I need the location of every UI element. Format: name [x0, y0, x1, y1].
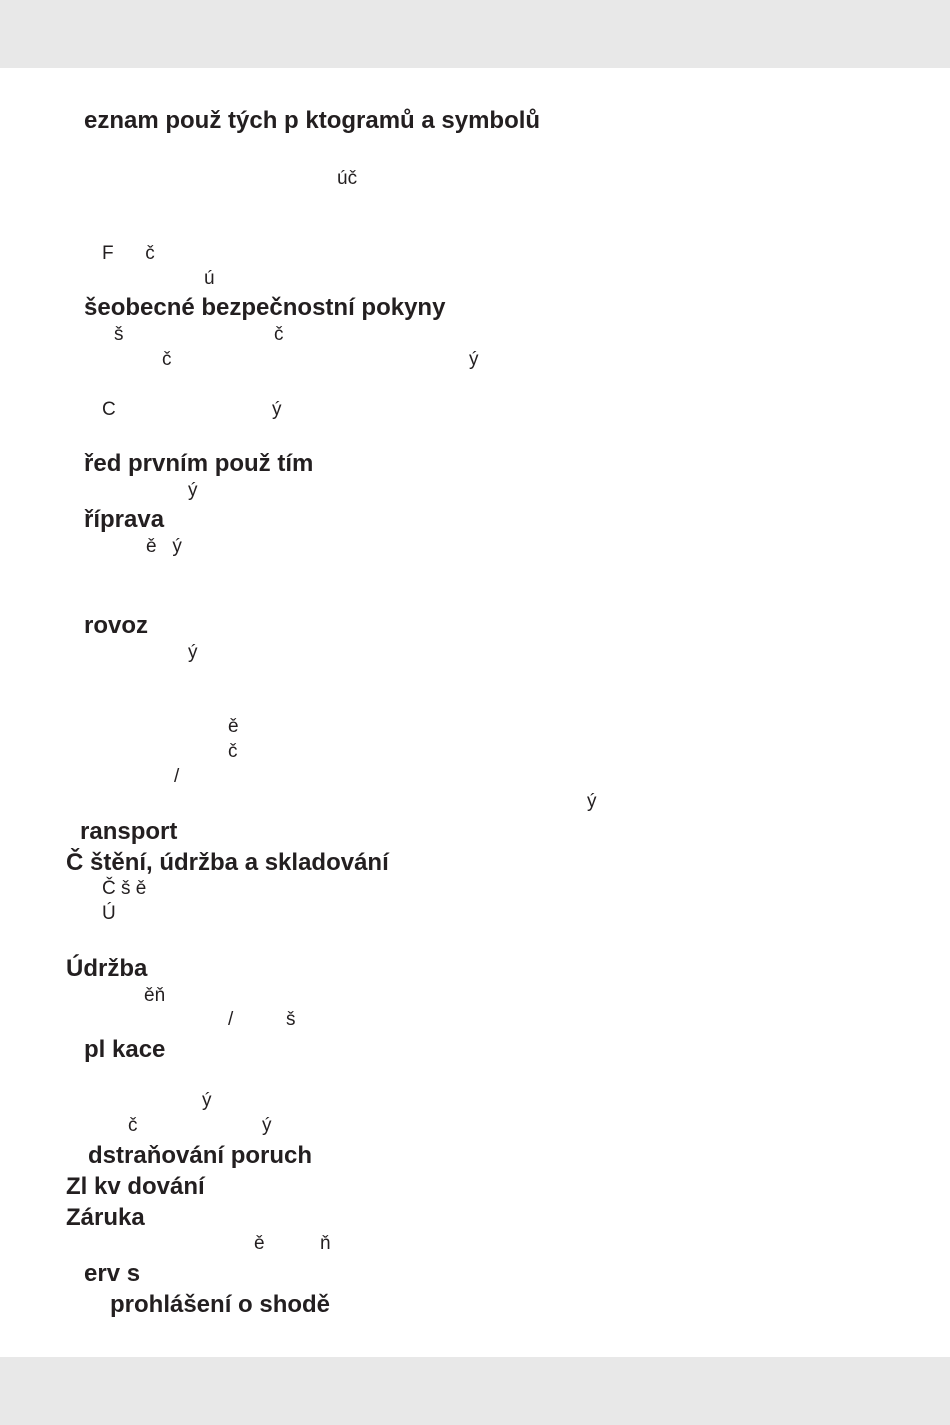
toc-heading-disposal: Zl kv dování: [66, 1173, 205, 1200]
toc-sub-entry: ě: [254, 1233, 265, 1254]
toc-heading-service: erv s: [84, 1260, 141, 1287]
toc-sub-entry: č: [228, 741, 238, 762]
toc-sub-entry: Č š ě: [102, 878, 147, 899]
bottom-band: [0, 1357, 950, 1425]
toc-heading-transport: ransport: [80, 818, 178, 845]
toc-heading-troubleshooting: dstraňování poruch: [88, 1142, 313, 1169]
toc-heading-operation: rovoz: [84, 612, 149, 639]
toc-heading-before-use: řed prvním použ tím: [84, 450, 314, 477]
toc-sub-entry: ý: [272, 399, 282, 420]
toc-sub-entry: č: [162, 349, 172, 370]
toc-sub-entry: č: [128, 1115, 138, 1136]
toc-heading-maintenance: Údržba: [66, 955, 148, 982]
toc-sub-entry: ý: [469, 349, 479, 370]
toc-sub-entry: C: [102, 399, 116, 420]
toc-sub-entry: ý: [587, 791, 597, 812]
toc-heading-application: pl kace: [84, 1036, 166, 1063]
toc-heading-warranty: Záruka: [66, 1204, 145, 1231]
toc-heading-preparation: říprava: [84, 506, 165, 533]
toc-sub-entry: ěň: [144, 985, 166, 1006]
toc-heading-cleaning: Č štění, údržba a skladování: [66, 849, 389, 876]
toc-heading-declaration: prohlášení o shodě: [110, 1291, 331, 1318]
toc-sub-entry: /: [174, 766, 180, 787]
toc-heading-pictograms: eznam použ tých p ktogramů a symbolů: [84, 107, 541, 134]
top-band: [0, 0, 950, 68]
toc-sub-entry: F č: [102, 243, 155, 264]
toc-sub-entry: ú: [204, 268, 215, 289]
toc-sub-entry: č: [274, 324, 284, 345]
toc-sub-entry: š: [114, 324, 124, 345]
toc-sub-entry: ň: [320, 1233, 331, 1254]
toc-heading-safety: šeobecné bezpečnostní pokyny: [84, 294, 446, 321]
toc-sub-entry: ý: [262, 1115, 272, 1136]
toc-sub-entry: /: [228, 1009, 234, 1030]
toc-sub-entry: ý: [188, 642, 198, 663]
toc-sub-entry: úč: [337, 168, 358, 189]
toc-sub-entry: Ú: [102, 903, 116, 924]
toc-page: [0, 68, 950, 1357]
toc-sub-entry: ě ý: [146, 536, 182, 557]
toc-sub-entry: ě: [228, 716, 239, 737]
toc-sub-entry: ý: [202, 1090, 212, 1111]
toc-sub-entry: š: [286, 1009, 296, 1030]
toc-sub-entry: ý: [188, 480, 198, 501]
